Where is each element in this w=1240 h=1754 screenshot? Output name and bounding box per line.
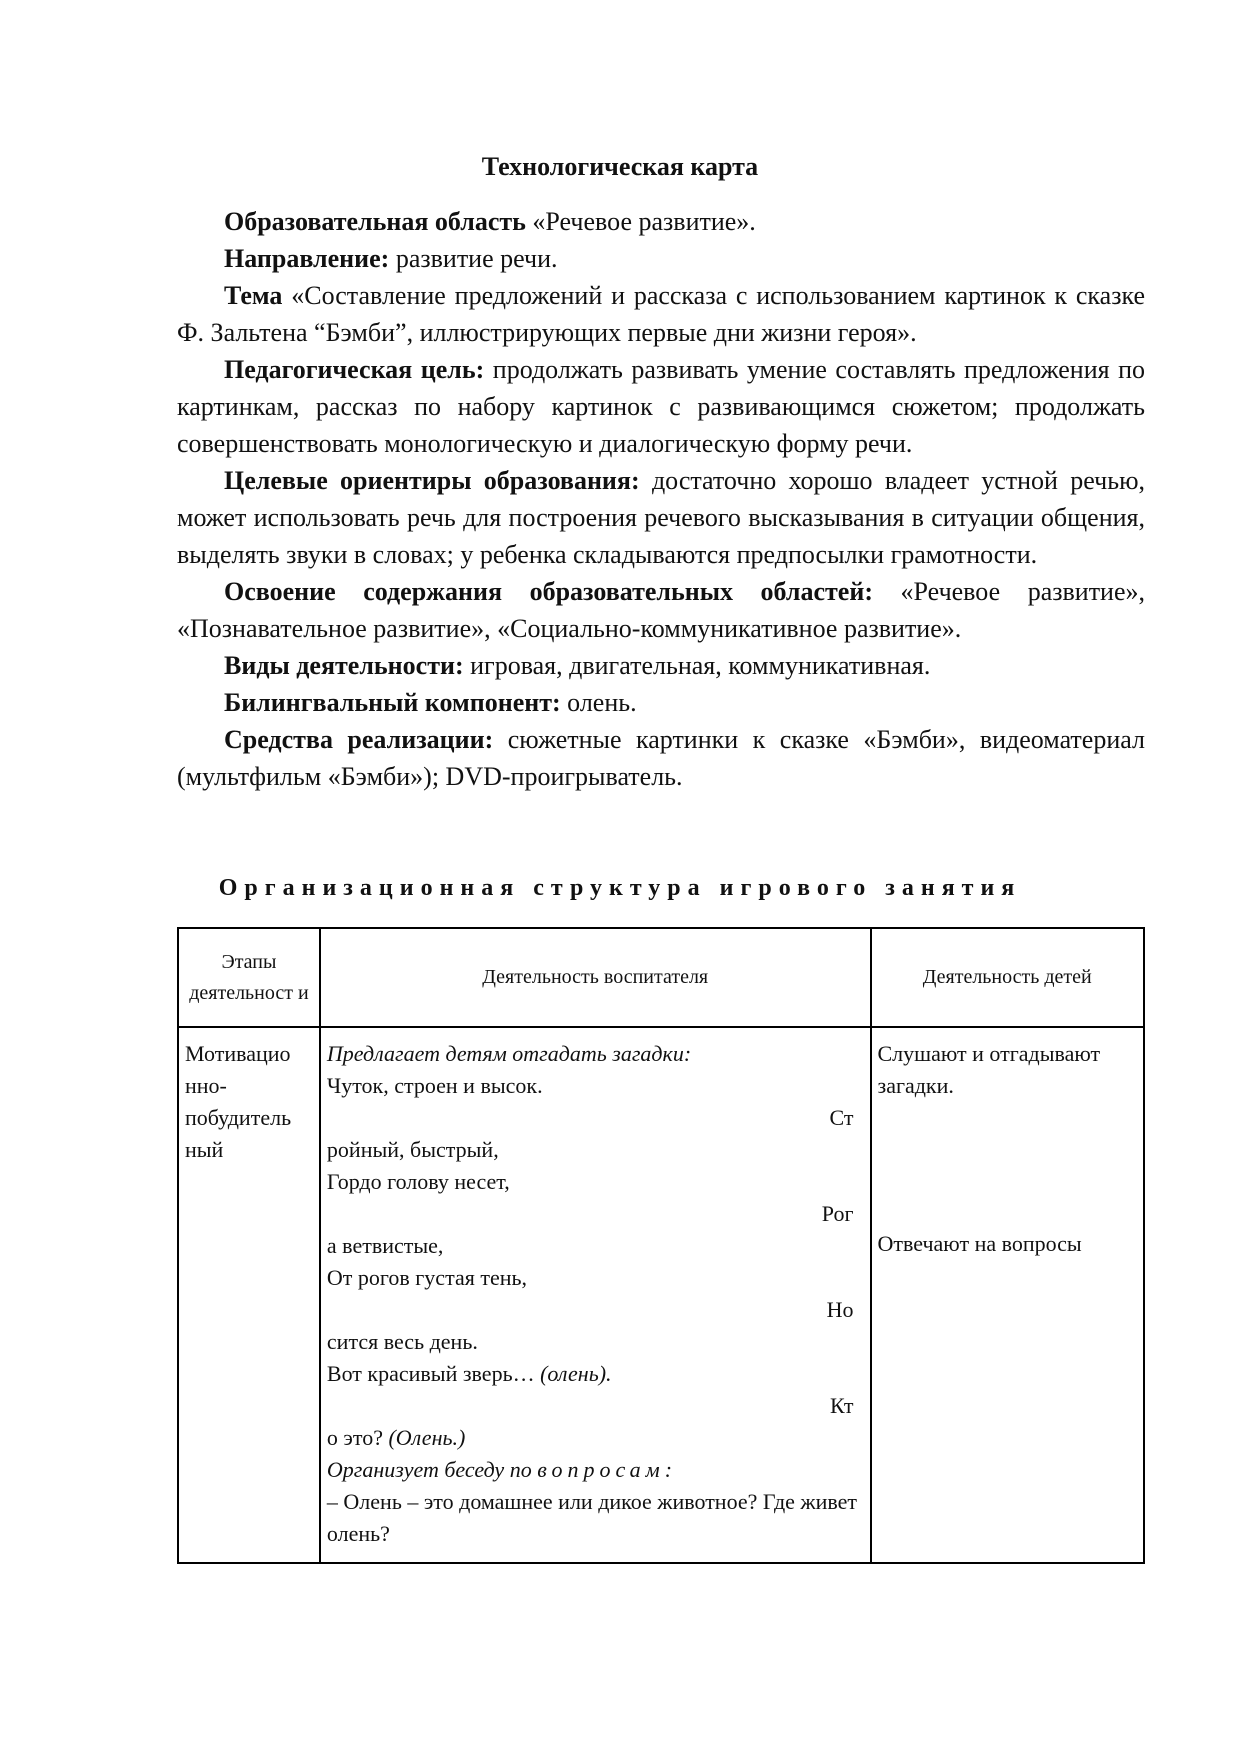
paragraph-text: сюжетные картинки к сказке «Бэмби», видеоматериал (мультфильм «Бэмби»); DVD-проигрыватель. — [177, 725, 1145, 791]
document-body — [177, 203, 1145, 795]
paragraph-label: Целевые ориентиры образования: — [224, 466, 640, 495]
paragraph-text: «Составление предложений и рассказа с использованием картинок к сказке Ф. Зальтена “Бэмби”, иллюстрирующих первые дни жизни героя». — [177, 281, 1145, 347]
riddle-intro: Предлагает детям отгадать загадки: — [326, 1041, 692, 1066]
paragraph-education-area — [177, 203, 1145, 240]
paragraph-content-areas — [177, 573, 1145, 647]
paragraph-label: Освоение содержания образовательных областей: — [224, 577, 873, 606]
paragraph-label: Тема — [224, 281, 283, 310]
riddle-line-fragment: Кт — [830, 1393, 854, 1418]
riddle-text: о это? — [326, 1425, 383, 1450]
header-stages: Этапы деятельност и — [178, 928, 320, 1027]
paragraph-text: развитие речи. — [389, 244, 558, 273]
paragraph-label: Средства реализации: — [224, 725, 494, 754]
riddle-line: От рогов густая тень, — [326, 1265, 528, 1290]
paragraph-text: продолжать развивать умение составлять предложения по картинкам, рассказ по набору картинок с развивающимся сюжетом; продолжать совершенствовать монологическую и диалогическую форму речи. — [177, 355, 1145, 458]
page-title: Технологическая карта — [481, 152, 759, 181]
riddle-line-fragment: Ст — [829, 1105, 854, 1130]
paragraph-topic — [177, 277, 1145, 351]
riddle-line: сится весь день. — [326, 1329, 478, 1354]
riddle-answer: (Олень.) — [388, 1425, 466, 1450]
table-header-row — [178, 928, 1144, 1027]
paragraph-pedagogical-goal — [177, 351, 1145, 462]
conversation-intro — [327, 1454, 864, 1486]
riddle-line — [327, 1422, 864, 1454]
riddle-line: Чуток, строен и высок. — [326, 1073, 543, 1098]
paragraph-text: достаточно хорошо владеет устной речью, может использовать речь для построения речевого высказывания в ситуации общения, выделять звуки в словах; у ребенка складываются предпосылки грамотности. — [177, 466, 1145, 569]
riddle-answer: (олень). — [540, 1361, 612, 1386]
paragraph-bilingual — [177, 684, 1145, 721]
spacer — [878, 1102, 1138, 1228]
paragraph-text: «Речевое развитие». — [525, 207, 756, 236]
question-line: – Олень – это домашнее или дикое животное? Где живет олень? — [326, 1489, 858, 1546]
paragraph-label: Виды деятельности: — [224, 651, 464, 680]
structure-title: Организационная структура игрового занятия — [218, 875, 1022, 901]
conversation-intro-text: Организует беседу по — [326, 1457, 532, 1482]
paragraph-text: «Речевое развитие», «Познавательное развитие», «Социально-коммуникативное развитие». — [177, 577, 1146, 643]
paragraph-activity-types — [177, 647, 1145, 684]
stage-cell: Мотивацио нно-побудитель ный — [178, 1027, 320, 1563]
riddle-line — [327, 1358, 864, 1390]
riddle-line: Гордо голову несет, — [326, 1169, 510, 1194]
paragraph-label: Билингвальный компонент: — [224, 688, 561, 717]
children-activity-text: Отвечают на вопросы — [877, 1231, 1082, 1256]
header-teacher-activity: Деятельность воспитателя — [320, 928, 871, 1027]
paragraph-label: Педагогическая цель: — [224, 355, 485, 384]
structure-table — [177, 927, 1145, 1564]
paragraph-means — [177, 721, 1145, 795]
riddle-line: а ветвистые, — [326, 1233, 444, 1258]
riddle-text: Вот красивый зверь… — [326, 1361, 535, 1386]
paragraph-label: Направление: — [224, 244, 390, 273]
children-activity-text: Слушают и отгадывают загадки. — [877, 1041, 1101, 1098]
paragraph-text: игровая, двигательная, коммуникативная. — [463, 651, 931, 680]
riddle-line: ройный, быстрый, — [326, 1137, 499, 1162]
paragraph-label: Образовательная область — [224, 207, 526, 236]
header-children-activity: Деятельность детей — [871, 928, 1145, 1027]
paragraph-direction — [177, 240, 1145, 277]
paragraph-text: олень. — [560, 688, 637, 717]
children-activity-cell — [871, 1027, 1145, 1563]
riddle-line-fragment: Рог — [821, 1201, 854, 1226]
teacher-activity-cell — [320, 1027, 871, 1563]
riddle-line-fragment: Но — [826, 1297, 854, 1322]
conversation-intro-keyword: вопросам: — [537, 1457, 678, 1482]
table-row — [178, 1027, 1144, 1563]
paragraph-target-guidelines — [177, 462, 1145, 573]
